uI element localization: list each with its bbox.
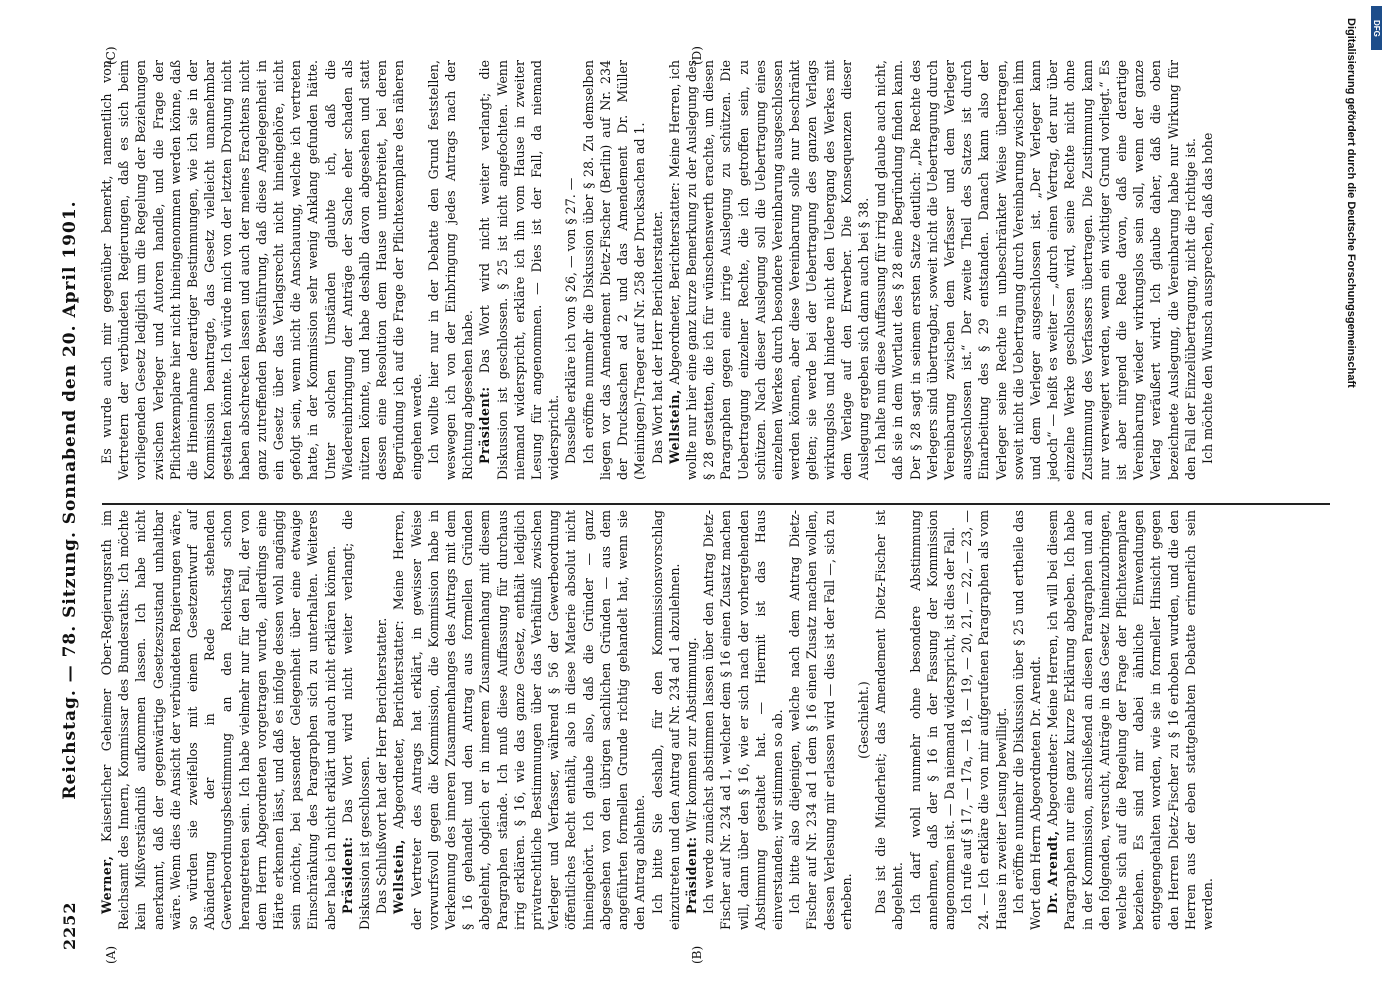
paragraph — [390, 510, 648, 930]
paragraph-text: Ich eröffne nunmehr die Diskussion über § 28. Zu demselben liegen vor das Amendement Dietz-Fischer (Berlin) auf Nr. 234 der Drucksachen ad 2 und das Amendement Dr. Müller (Meiningen)-Traeger auf Nr. 258 der Drucksachen ad 1. — [580, 60, 648, 480]
paragraph-text: Abgeordneter: Meine Herren, ich will bei diesem Paragraphen nur eine ganz kurze Erklärung abgeben. Ich habe in der Kommission, anschließend an diesen Paragraphen und an den folgenden, versucht, Anträge in das Gesetz hineinzubringen, welche sich auf die Regelung der Frage der Pflichtexemplare beziehen. Es sind mir dabei ähnliche Einwendungen entgegengehalten worden, wie sie in formeller Hinsicht gegen den Herren Dietz-Fischer zu § 16 erhoben wurden, und die den Herren aus der eben stattgehabten Debatte erinnerlich sein werden. — [1045, 510, 1215, 930]
paragraph-text: Ich bitte Sie deshalb, für den Kommissionsvorschlag einzutreten und den Antrag auf Nr. 234 ad 1 abzulehnen. — [649, 510, 682, 930]
paragraph — [1199, 60, 1216, 480]
speaker-name: Wellstein, — [391, 839, 407, 914]
paragraph-text: Das Wort wird nicht weiter verlangt; die Diskussion ist geschlossen. — [339, 510, 373, 930]
paragraph — [98, 510, 339, 930]
paragraph-text: Das Wort hat der Herr Berichterstatter. — [649, 210, 665, 464]
paragraph — [1044, 510, 1216, 930]
page-title: Reichstag. — 78. Sitzung. Sonnabend den 20. April 1901. — [60, 200, 80, 800]
paragraph-text: Dasselbe erkläre ich von § 26, — von § 27. — — [563, 177, 579, 464]
paragraph-text: Das ist die Minderheit; das Amendement Dietz-Fischer ist abgelehnt. — [873, 510, 906, 930]
margin-mark-d: (D) — [690, 46, 704, 65]
paragraph-text: Das Wort wird nicht weiter verlangt; die Diskussion ist geschlossen. § 25 ist nicht angefochten. Wenn niemand widerspricht, erkläre ich ihn vom Hause in zweiter Lesung für angenommen. — Dies ist der Fall, da niemand widerspricht. — [477, 60, 562, 480]
paragraph-text: Ich bitte also diejenigen, welche nach dem Antrag Dietz-Fischer auf Nr. 234 ad 1 dem § 16 einen Zusatz machen wollen, dessen Verlesung mir erlassen wird — dies ist der Fall —, sich zu erheben. — [787, 510, 854, 930]
paragraph-text: Es wurde auch mir gegenüber bemerkt, namentlich von Vertretern der verbündeten Regierungen, daß es sich beim vorliegenden Gesetz lediglich um die Regelung der Beziehungen zwischen Verleger und Autoren handle, und die Frage der Pflichtexemplare hier nicht hineingenommen werden könne, daß die Hineinnahme derartiger Bestimmungen, wie ich sie in der Kommission beantragte, das Gesetz vielleicht unannehmbar gestalten könnte. Ich würde mich von der letzten Drohung nicht haben abschrecken lassen und auch der meines Erachtens nicht ganz zutreffenden Beweisführung, daß diese Angelegenheit in ein Gesetz über das Verlagsrecht nicht hineingehöre, nicht gefolgt sein, wenn nicht die Anschauung, welche ich vertreten hatte, in der Kommission sehr wenig Anklang gefunden hätte. Unter solchen Umständen glaubte ich, daß die Wiedereinbringung der Anträge der Sache eher schaden als nützen könnte, und habe deshalb davon abgesehen und statt dessen eine Resolution dem Hause unterbreitet, bei deren Begründung ich auf die Frage der Pflichtexemplare des näheren eingehen werde. — [99, 60, 424, 480]
margin-mark-b: (B) — [690, 945, 704, 964]
paragraph-text: Abgeordneter, Berichterstatter: Meine Herren, der Vertreter des Antrags hat erklärt, in gewisser Weise vorwurfsvoll gegen die Kommission, die Kommission habe in Verkennung des inneren Zusammenhanges des Antrags mit dem § 16 gehandelt und den Antrag aus formellen Gründen abgelehnt, obgleich er in innerem Zusammenhang mit diesem Paragraphen stände. Ich muß diese Auffassung für durchaus irrig erklären. § 16, wie das ganze Gesetz, enthält lediglich privatrechtliche Bestimmungen über das Verhältniß zwischen Verleger und Verfasser, während § 56 der Gewerbeordnung öffentliches Recht enthält, also in diese Materie absolut nicht hineingehört. Ich glaube also, daß die Gründer — ganz abgesehen von den übrigen sachlichen Gründen — aus dem angeführten formellen Grunde richtig gehandelt hat, wenn sie den Antrag ablehnte. — [391, 510, 648, 930]
page-header — [54, 50, 88, 950]
speaker-name: Präsident: — [477, 386, 493, 464]
paragraph — [562, 60, 579, 480]
paragraph-text: Wir kommen zur Abstimmung. — [683, 637, 699, 837]
paragraph — [649, 510, 683, 930]
paragraph-text: Ich wollte hier nur in der Debatte den Grund feststellen, weswegen ich von der Einbringung jedes Antrags nach der Richtung abgesehen habe. — [425, 60, 476, 480]
paragraph — [700, 510, 786, 930]
paragraph-text: Ich halte nun diese Auffassung für irrig und glaube auch nicht, daß sie in dem Wortlaut des § 28 eine Begründung finden kann. Der § 28 sagt in seinem ersten Satze deutlich: „Die Rechte des Verlegers sind übertragbar, soweit nicht die Uebertragung durch Vereinbarung zwischen dem Verfasser und dem Verleger ausgeschlossen ist.“ Der zweite Theil des Satzes ist durch Einarbeitung des § 29 entstanden. Danach kann also der Verleger seine Rechte in unbeschränkter Weise übertragen, soweit nicht die Uebertragung durch Vereinbarung zwischen ihm und dem Verleger ausgeschlossen ist. „Der Verleger kann jedoch“ — heißt es weiter — „durch einen Vertrag, der nur über einzelne Werke geschlossen wird, seine Rechte nicht ohne Zustimmung des Verfassers übertragen. Die Zustimmung kann nur verweigert werden, wenn ein wichtiger Grund vorliegt.“ Es ist aber nirgend die Rede davon, daß eine derartige Vereinbarung wieder wirkungslos sein soll, wenn der ganze Verlag veräußert wird. Ich glaube daher, daß die oben bezeichnete Auslegung, die Vereinbarung habe nur Wirkung für den Fall der Einzelübertragung, nicht die richtige ist. — [873, 60, 1198, 480]
paragraph — [1010, 510, 1044, 930]
paragraph — [373, 510, 390, 930]
column-divider — [102, 503, 1330, 505]
dfg-logo: DFG — [1371, 6, 1382, 50]
paragraph — [666, 60, 872, 480]
paragraph — [425, 60, 477, 480]
left-text-column — [98, 510, 1216, 930]
speaker-name: Präsident: — [683, 836, 699, 914]
paragraph — [872, 510, 906, 930]
speaker-name: Werner, — [99, 855, 114, 914]
digitization-credit: Digitalisierung gefördert durch die Deutsche Forschungsgemeinschaft — [1345, 18, 1357, 388]
margin-mark-c: (C) — [104, 46, 118, 65]
paragraph — [580, 60, 649, 480]
paragraph — [339, 510, 373, 930]
paragraph-text: Ich darf wohl nunmehr ohne besondere Abstimmung annehmen, daß der § 16 in der Fassung der Kommission angenommen ist. — Da niemand widerspricht, ist dies der Fall. — [907, 510, 957, 930]
paragraph — [476, 60, 562, 480]
paragraph — [786, 510, 855, 930]
stage-direction: (Geschieht.) — [855, 681, 871, 759]
paragraph — [98, 60, 425, 480]
document-page — [50, 30, 1330, 970]
speaker-name: Dr. Arendt, — [1045, 830, 1061, 914]
paragraph — [958, 510, 1010, 930]
paragraph-text: Das Schlußwort hat der Herr Berichterstatter. — [374, 617, 390, 914]
page-number: 2252 — [60, 901, 79, 950]
paragraph — [872, 60, 1199, 480]
speaker-name: Präsident: — [339, 836, 355, 914]
paragraph — [683, 510, 700, 930]
paragraph-text: Ich möchte den Wunsch aussprechen, daß das hohe — [1200, 132, 1215, 464]
paragraph-text: Ich eröffne nunmehr die Diskussion über § 25 und ertheile das Wort dem Herrn Abgeordneten Dr. Arendt. — [1010, 510, 1043, 930]
paragraph — [907, 510, 959, 930]
paragraph-text: Ich werde zunächst abstimmen lassen über den Antrag Dietz-Fischer auf Nr. 234 ad 1, welcher dem § 16 einen Zusatz machen will, dann über den § 16, wie er sich nach der vorhergehenden Abstimmung gestaltet hat. — Hiermit ist das Haus einverstanden; wir stimmen so ab. — [701, 510, 785, 930]
speaker-name: Wellstein, — [666, 389, 682, 464]
paragraph-text: Abgeordneter, Berichterstatter: Meine Herren, ich wollte nur hier eine ganz kurze Bemerkung zu der Auslegung des § 28 gestatten, die ich für wünschenswerth erachte, um diesen Paragraphen gegen eine irrige Auslegung zu schützen. Die Uebertragung einzelner Rechte, die ich getroffen sein, zu schützen. Nach dieser Auslegung soll die Uebertragung eines einzelnen Werkes durch besondere Vereinbarung ausgeschlossen werden können, aber diese Vereinbarung solle nur beschränkt gelten; sie werde bei der Uebertragung des ganzen Verlags wirkungslos und hindere nicht den Uebergang des Werkes mit dem Verlage auf den Erwerber. Die Konsequenzen dieser Auslegung ergeben sich dann auch bei § 38. — [666, 60, 871, 480]
right-text-column — [98, 60, 1216, 480]
paragraph-text: Kaiserlicher Geheimer Ober-Regierungsrath im Reichsamt des Innern, Kommissar des Bundesraths: Ich möchte kein Mißverständniß aufkommen lassen. Ich habe nicht anerkannt, daß der gegenwärtige Gesetzeszustand unhaltbar wäre. Wenn dies die Ansicht der verbündeten Regierungen wäre, so würden sie zweifellos mit einem Gesetzentwurf auf Abänderung der in Rede stehenden Gewerbeordnungsbestimmung an den Reichstag schon herangetreten sein. Ich habe vielmehr nur für den Fall, der von dem Herrn Abgeordneten vorgetragen wurde, allerdings eine Härte erkennen lässt, und daß es infolge dessen wohl angängig sein möchte, bei passender Gelegenheit über eine etwaige Einschränkung des Paragraphen sich zu unterhalten. Weiteres aber habe ich nicht erklärt und auch nicht erklären können. — [99, 510, 338, 930]
paragraph — [855, 510, 872, 930]
paragraph-text: Ich rufe auf § 17, — 17a, — 18, — 19, — 20, 21, — 22, — 23, — 24. — Ich erkläre die von mir aufgerufenen Paragraphen als vom Hause in zweiter Lesung bewilligt. — [959, 510, 1009, 930]
margin-mark-a: (A) — [104, 945, 118, 964]
paragraph — [649, 60, 666, 480]
